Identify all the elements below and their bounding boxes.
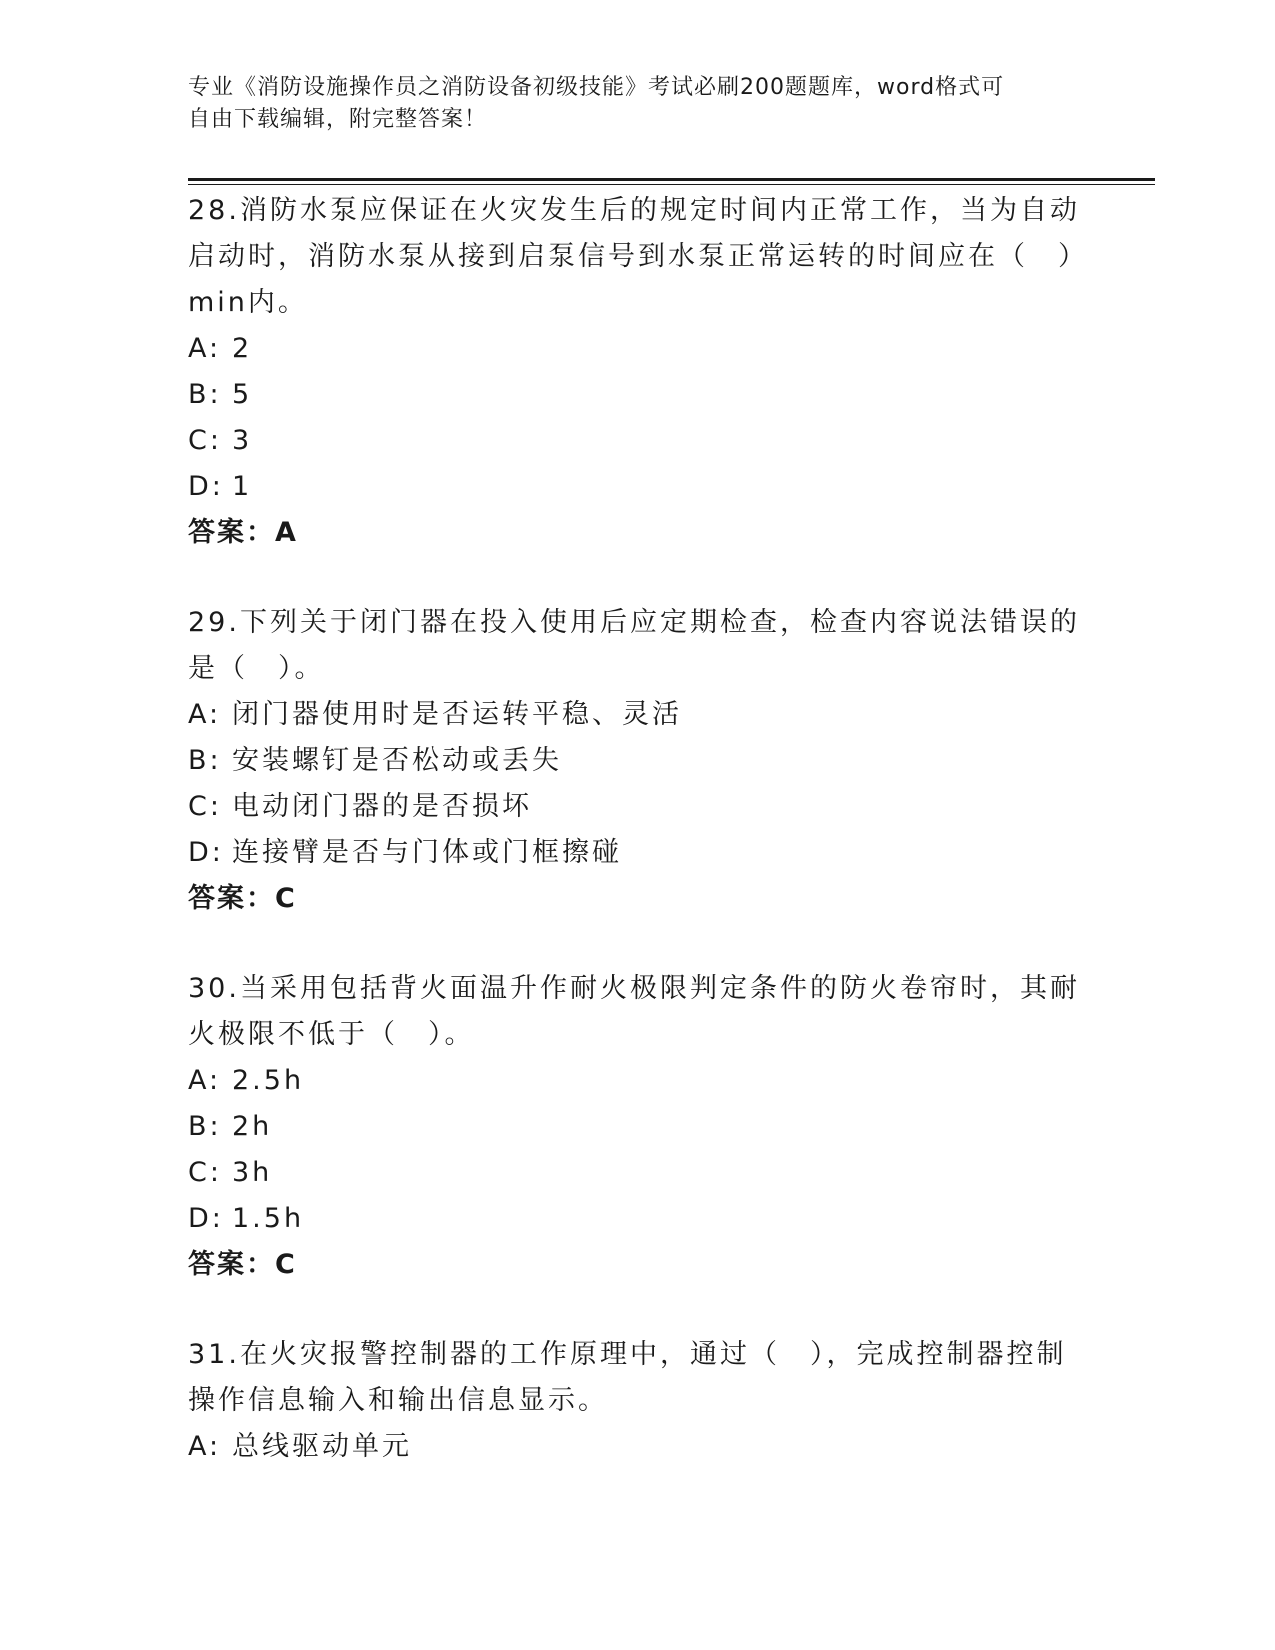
answer-line: 答案：C — [188, 1249, 297, 1280]
option-text: 1 — [232, 471, 253, 502]
option-b — [188, 738, 1088, 784]
option-b — [188, 372, 1088, 418]
header-divider-thick — [188, 178, 1155, 181]
option-a — [188, 326, 1088, 372]
option-letter: D: — [188, 471, 224, 502]
header-divider-thin — [188, 184, 1155, 185]
question-stem: 28.消防水泵应保证在火灾发生后的规定时间内正常工作，当为自动启动时，消防水泵从接到启泵信号到水泵正常运转的时间应在（ ）min内。 — [188, 195, 1088, 318]
answer-line: 答案：C — [188, 883, 297, 914]
question-stem: 30.当采用包括背火面温升作耐火极限判定条件的防火卷帘时，其耐火极限不低于（ ）。 — [188, 973, 1080, 1050]
question-28 — [188, 188, 1088, 556]
option-letter: A: — [188, 1431, 222, 1462]
option-letter: D: — [188, 1203, 224, 1234]
question-31 — [188, 1332, 1088, 1470]
question-29 — [188, 600, 1088, 922]
option-text: 2h — [232, 1111, 273, 1142]
question-stem: 29.下列关于闭门器在投入使用后应定期检查，检查内容说法错误的是（ ）。 — [188, 607, 1080, 684]
option-d — [188, 464, 1088, 510]
option-letter: D: — [188, 837, 224, 868]
option-b — [188, 1104, 1088, 1150]
option-text: 1.5h — [232, 1203, 305, 1234]
document-header — [188, 72, 1068, 136]
option-letter: C: — [188, 791, 222, 822]
question-30 — [188, 966, 1088, 1288]
question-list — [188, 188, 1088, 1514]
option-letter: B: — [188, 745, 222, 776]
option-letter: B: — [188, 1111, 222, 1142]
header-line-2: 自由下载编辑，附完整答案！ — [188, 107, 488, 132]
option-text: 5 — [232, 379, 253, 410]
option-text: 2 — [232, 333, 253, 364]
option-letter: A: — [188, 1065, 222, 1096]
option-a — [188, 1424, 1088, 1470]
option-text: 连接臂是否与门体或门框擦碰 — [232, 837, 622, 868]
option-letter: C: — [188, 1157, 222, 1188]
option-d — [188, 830, 1088, 876]
option-letter: A: — [188, 699, 222, 730]
option-text: 3h — [232, 1157, 273, 1188]
option-text: 3 — [232, 425, 253, 456]
option-letter: C: — [188, 425, 222, 456]
option-c — [188, 784, 1088, 830]
option-text: 2.5h — [232, 1065, 305, 1096]
option-d — [188, 1196, 1088, 1242]
option-letter: A: — [188, 333, 222, 364]
option-letter: B: — [188, 379, 222, 410]
option-text: 电动闭门器的是否损坏 — [232, 791, 532, 822]
option-a — [188, 1058, 1088, 1104]
option-text: 总线驱动单元 — [232, 1431, 412, 1462]
answer-line: 答案：A — [188, 517, 298, 548]
question-stem: 31.在火灾报警控制器的工作原理中，通过（ ），完成控制器控制操作信息输入和输出信息显示。 — [188, 1339, 1067, 1416]
option-a — [188, 692, 1088, 738]
header-line-1: 专业《消防设施操作员之消防设备初级技能》考试必刷200题题库，word格式可 — [188, 75, 1005, 100]
option-c — [188, 1150, 1088, 1196]
option-text: 闭门器使用时是否运转平稳、灵活 — [232, 699, 682, 730]
option-c — [188, 418, 1088, 464]
option-text: 安装螺钉是否松动或丢失 — [232, 745, 562, 776]
